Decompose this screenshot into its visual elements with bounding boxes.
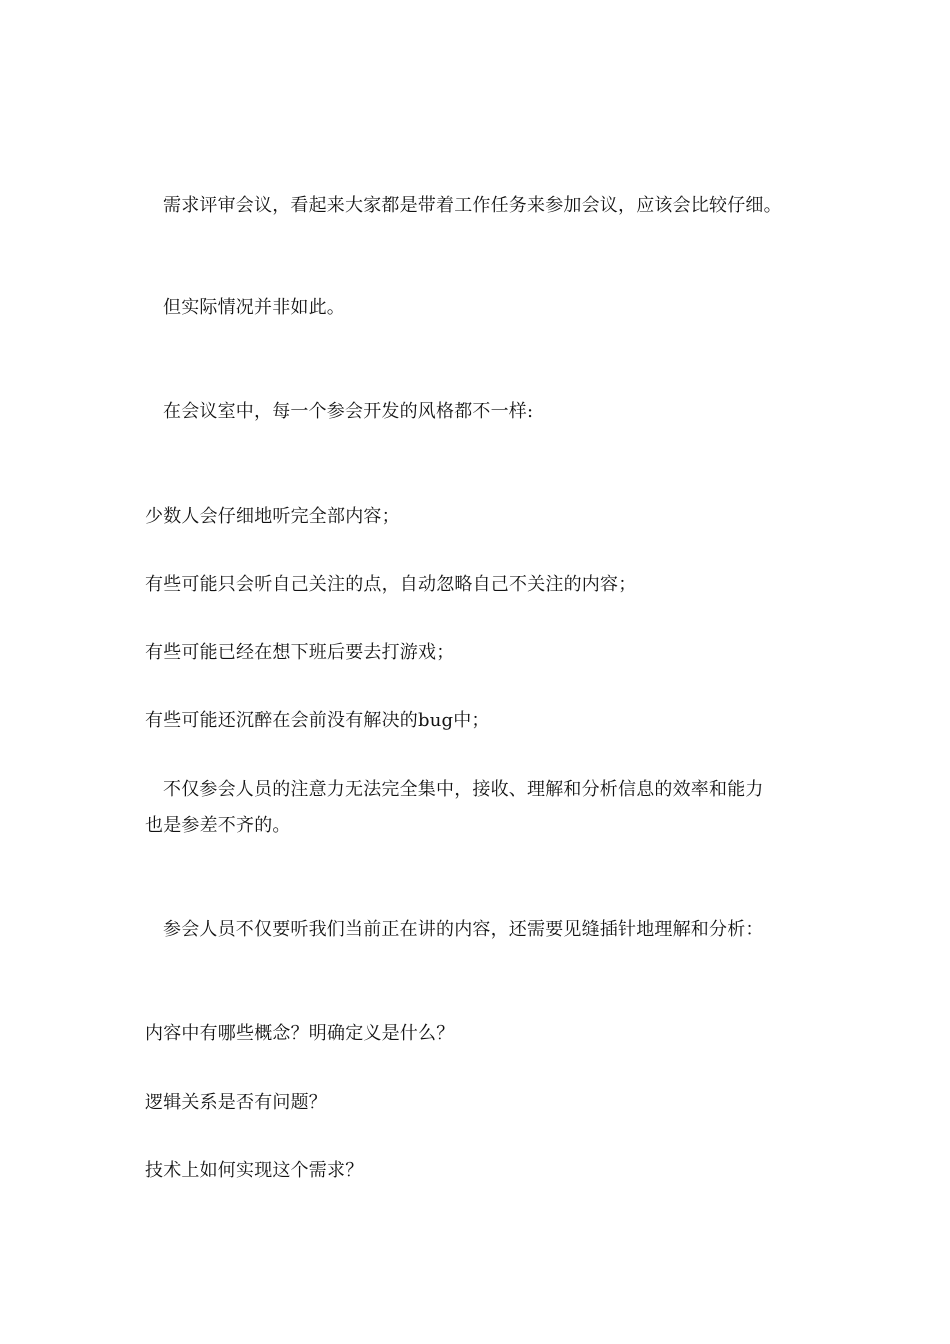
paragraph-attention-line-2: 也是参差不齐的。 [145,815,291,836]
list-item-selective-listening: 有些可能只会听自己关注的点，自动忽略自己不关注的内容； [145,574,637,595]
paragraph-attention-line-1: 不仅参会人员的注意力无法完全集中，接收、理解和分析信息的效率和能力 [163,779,764,800]
paragraph-meeting-intro: 需求评审会议，看起来大家都是带着工作任务来参加会议，应该会比较仔细。 [163,195,782,216]
list-item-logic: 逻辑关系是否有问题？ [145,1092,327,1113]
list-item-after-work-games: 有些可能已经在想下班后要去打游戏； [145,642,455,663]
paragraph-meeting-room: 在会议室中，每一个参会开发的风格都不一样: [163,401,534,422]
paragraph-reality: 但实际情况并非如此。 [163,297,345,318]
list-item-concepts: 内容中有哪些概念？明确定义是什么？ [145,1023,455,1044]
paragraph-analysis-intro: 参会人员不仅要听我们当前正在讲的内容，还需要见缝插针地理解和分析： [163,919,764,940]
list-item-listen-fully: 少数人会仔细地听完全部内容； [145,506,400,527]
list-item-unsolved-bug: 有些可能还沉醉在会前没有解决的bug中； [145,710,490,731]
list-item-implementation: 技术上如何实现这个需求？ [145,1160,364,1181]
